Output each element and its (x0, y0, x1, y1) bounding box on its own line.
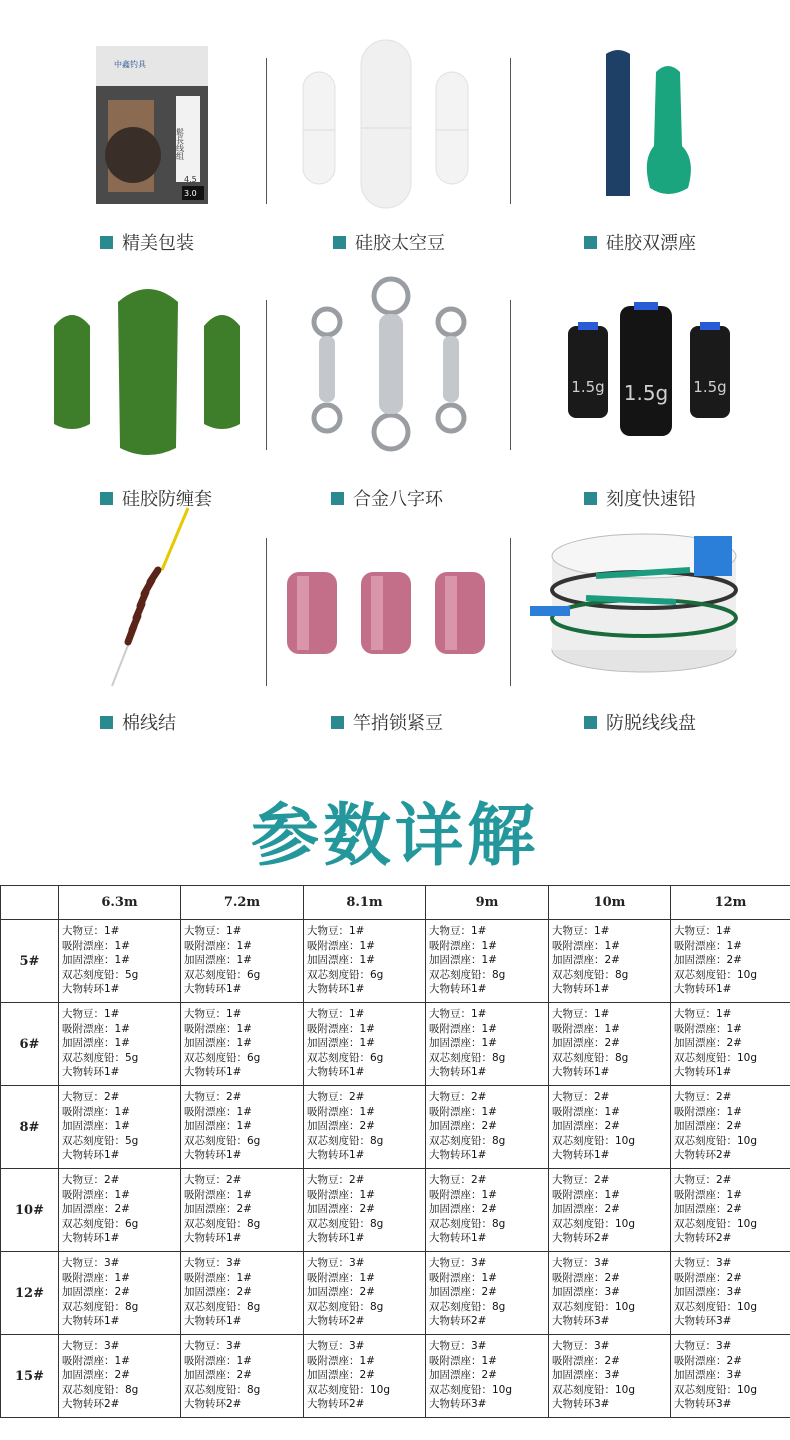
spec-line: 大物豆：1# (429, 1008, 487, 1020)
spec-line: 大物豆：2# (307, 1174, 365, 1186)
table-row (1, 1335, 790, 1418)
spec-line: 加固漂座：1# (429, 1037, 497, 1049)
spec-line: 加固漂座：1# (307, 954, 375, 966)
spec-line: 双芯刻度铅：8g (429, 1051, 506, 1064)
table-cell (304, 1335, 426, 1418)
spec-line: 大物转环1# (184, 1232, 242, 1244)
spec-line: 大物豆：3# (429, 1340, 487, 1352)
product-card-package (0, 10, 263, 254)
spec-line: 双芯刻度铅：8g (307, 1300, 384, 1313)
column-header: 8.1m (304, 886, 426, 920)
product-caption (584, 230, 696, 254)
spec-line: 双芯刻度铅：8g (552, 1051, 629, 1064)
spec-line: 吸附漂座：1# (307, 1354, 375, 1367)
table-row (1, 1086, 790, 1169)
spec-line: 大物转环1# (307, 1149, 365, 1161)
spec-line: 双芯刻度铅：6g (307, 968, 384, 981)
table-cell (671, 1169, 790, 1252)
package-spec-b: 3.0 (184, 189, 197, 198)
spec-line: 加固漂座：2# (307, 1369, 375, 1381)
spec-line: 吸附漂座：1# (674, 939, 742, 952)
spec-line: 加固漂座：3# (674, 1369, 742, 1381)
spec-line: 大物豆：3# (307, 1257, 365, 1269)
column-header: 6.3m (59, 886, 181, 920)
lead-weight-icon (526, 266, 789, 466)
table-cell (181, 920, 304, 1003)
table-cell (671, 1003, 790, 1086)
spec-line: 吸附漂座：1# (307, 1188, 375, 1201)
spec-line: 加固漂座：1# (429, 954, 497, 966)
table-cell (59, 1252, 181, 1335)
spec-line: 吸附漂座：1# (184, 1271, 252, 1284)
column-header: 7.2m (181, 886, 304, 920)
lock-bead-icon (263, 500, 526, 700)
spec-line: 大物豆：2# (429, 1091, 487, 1103)
parameter-table (0, 885, 790, 1418)
spec-line: 大物转环1# (674, 1066, 732, 1078)
spec-line: 双芯刻度铅：10g (674, 1383, 758, 1396)
spec-line: 大物豆：1# (184, 1008, 242, 1020)
spec-line: 加固漂座：3# (674, 1286, 742, 1298)
row-header: 15# (1, 1335, 59, 1418)
spec-line: 加固漂座：2# (674, 954, 742, 966)
product-name: 硅胶太空豆 (355, 233, 445, 254)
table-cell (671, 1086, 790, 1169)
spec-line: 大物豆：3# (307, 1340, 365, 1352)
spec-line: 加固漂座：2# (429, 1369, 497, 1381)
spec-line: 大物豆：2# (429, 1174, 487, 1186)
spec-line: 吸附漂座：1# (184, 1105, 252, 1118)
spec-line: 大物豆：3# (552, 1340, 610, 1352)
column-header: 10m (549, 886, 671, 920)
spec-line: 双芯刻度铅：5g (62, 1134, 139, 1147)
spec-line: 吸附漂座：1# (552, 1188, 620, 1201)
table-cell (426, 1003, 549, 1086)
table-cell (549, 1086, 671, 1169)
table-row (1, 1003, 790, 1086)
spec-line: 吸附漂座：1# (62, 1105, 130, 1118)
spec-line: 吸附漂座：1# (307, 939, 375, 952)
spec-line: 双芯刻度铅：5g (62, 968, 139, 981)
spec-line: 双芯刻度铅：8g (184, 1383, 261, 1396)
spec-line: 加固漂座：2# (429, 1286, 497, 1298)
spec-line: 大物转环1# (674, 983, 732, 995)
product-caption (333, 230, 445, 254)
spec-line: 加固漂座：2# (62, 1286, 130, 1298)
corner-cell (1, 886, 59, 920)
spec-line: 大物豆：1# (674, 925, 732, 937)
table-cell (304, 1003, 426, 1086)
bullet-square-icon (100, 236, 113, 249)
spec-line: 加固漂座：2# (552, 1120, 620, 1132)
table-cell (426, 1086, 549, 1169)
product-name: 硅胶防缠套 (122, 489, 212, 510)
table-cell (304, 1086, 426, 1169)
spec-line: 双芯刻度铅：8g (307, 1217, 384, 1230)
spec-line: 吸附漂座：1# (429, 1105, 497, 1118)
table-cell (59, 1169, 181, 1252)
spec-line: 吸附漂座：2# (552, 1271, 620, 1284)
spec-line: 大物转环1# (307, 1066, 365, 1078)
table-cell (549, 1252, 671, 1335)
spec-line: 加固漂座：2# (307, 1120, 375, 1132)
spec-line: 双芯刻度铅：8g (62, 1300, 139, 1313)
table-cell (549, 1335, 671, 1418)
spec-line: 加固漂座：2# (429, 1203, 497, 1215)
product-caption (100, 710, 176, 734)
product-caption (100, 230, 194, 254)
spec-line: 大物豆：1# (307, 1008, 365, 1020)
spec-line: 吸附漂座：1# (429, 1022, 497, 1035)
spec-line: 大物转环1# (552, 983, 610, 995)
spec-line: 大物转环1# (184, 983, 242, 995)
table-cell (671, 920, 790, 1003)
divider (510, 300, 511, 450)
spec-line: 大物转环2# (184, 1398, 242, 1410)
spec-line: 大物豆：2# (552, 1174, 610, 1186)
row-header: 5# (1, 920, 59, 1003)
spec-line: 大物豆：3# (184, 1257, 242, 1269)
product-name: 防脱线线盘 (606, 713, 696, 734)
spec-line: 吸附漂座：1# (429, 1354, 497, 1367)
row-header: 8# (1, 1086, 59, 1169)
spec-line: 大物转环1# (62, 1315, 120, 1327)
table-cell (59, 1086, 181, 1169)
spec-line: 大物转环1# (184, 1315, 242, 1327)
spec-line: 大物转环3# (552, 1315, 610, 1327)
spec-line: 双芯刻度铅：8g (552, 968, 629, 981)
product-card-space-bean (263, 10, 526, 254)
spec-line: 加固漂座：1# (184, 1120, 252, 1132)
table-cell (181, 1252, 304, 1335)
divider (266, 58, 267, 204)
spec-line: 吸附漂座：2# (674, 1271, 742, 1284)
swivel-icon (263, 266, 526, 466)
spec-line: 大物转环1# (429, 1149, 487, 1161)
spec-line: 大物转环1# (429, 1232, 487, 1244)
section-title: 参数详解 (250, 797, 539, 876)
spec-line: 吸附漂座：1# (674, 1188, 742, 1201)
spec-line: 大物转环2# (62, 1398, 120, 1410)
spec-line: 大物豆：1# (674, 1008, 732, 1020)
weight-label: 1.5g (571, 378, 605, 396)
divider (510, 58, 511, 204)
spec-line: 大物转环2# (674, 1149, 732, 1161)
spec-line: 双芯刻度铅：10g (674, 1217, 758, 1230)
product-card-swivel (263, 266, 526, 510)
spec-line: 加固漂座：2# (184, 1286, 252, 1298)
product-card-lock-bead (263, 500, 526, 740)
table-cell (181, 1335, 304, 1418)
spec-line: 大物豆：3# (674, 1257, 732, 1269)
spec-line: 双芯刻度铅：8g (184, 1217, 261, 1230)
spec-line: 加固漂座：2# (429, 1120, 497, 1132)
spec-line: 双芯刻度铅：10g (674, 1051, 758, 1064)
spec-line: 加固漂座：3# (552, 1286, 620, 1298)
spec-line: 双芯刻度铅：8g (62, 1383, 139, 1396)
spec-line: 大物转环2# (307, 1398, 365, 1410)
spec-line: 加固漂座：1# (184, 1037, 252, 1049)
product-caption (331, 710, 443, 734)
table-cell (59, 1003, 181, 1086)
table-cell (181, 1086, 304, 1169)
column-header: 9m (426, 886, 549, 920)
spec-line: 大物豆：1# (184, 925, 242, 937)
spec-line: 大物豆：3# (429, 1257, 487, 1269)
spec-line: 大物豆：3# (62, 1257, 120, 1269)
table-row (1, 1252, 790, 1335)
table-cell (304, 1252, 426, 1335)
spec-line: 大物豆：1# (552, 925, 610, 937)
table-row (1, 920, 790, 1003)
line-spool-icon (526, 500, 789, 700)
spec-line: 大物转环2# (674, 1232, 732, 1244)
spec-line: 双芯刻度铅：10g (552, 1383, 636, 1396)
spec-line: 大物豆：2# (307, 1091, 365, 1103)
table-cell (59, 920, 181, 1003)
spec-line: 吸附漂座：1# (674, 1105, 742, 1118)
spec-line: 大物豆：2# (674, 1174, 732, 1186)
spec-line: 双芯刻度铅：8g (429, 1217, 506, 1230)
spec-line: 双芯刻度铅：10g (674, 1134, 758, 1147)
spec-line: 双芯刻度铅：8g (429, 1134, 506, 1147)
table-cell (181, 1169, 304, 1252)
spec-line: 吸附漂座：2# (552, 1354, 620, 1367)
spec-line: 大物转环1# (552, 1149, 610, 1161)
spec-line: 大物豆：1# (552, 1008, 610, 1020)
bullet-square-icon (584, 716, 597, 729)
divider (266, 538, 267, 686)
spec-line: 吸附漂座：1# (184, 1188, 252, 1201)
product-name: 合金八字环 (353, 489, 443, 510)
spec-line: 双芯刻度铅：6g (184, 968, 261, 981)
table-cell (671, 1335, 790, 1418)
spec-line: 大物转环1# (62, 1149, 120, 1161)
spec-line: 吸附漂座：1# (307, 1022, 375, 1035)
spec-line: 大物转环1# (184, 1149, 242, 1161)
spec-line: 双芯刻度铅：10g (674, 968, 758, 981)
spec-line: 大物转环2# (307, 1315, 365, 1327)
cotton-knot-icon (0, 500, 263, 700)
spec-line: 加固漂座：1# (62, 1037, 130, 1049)
spec-line: 加固漂座：2# (184, 1369, 252, 1381)
row-header: 6# (1, 1003, 59, 1086)
spec-line: 双芯刻度铅：10g (429, 1383, 513, 1396)
spec-line: 加固漂座：1# (307, 1037, 375, 1049)
product-name: 硅胶双漂座 (606, 233, 696, 254)
spec-line: 大物转环3# (552, 1398, 610, 1410)
table-header-row (1, 886, 790, 920)
spec-line: 吸附漂座：1# (307, 1271, 375, 1284)
spec-line: 双芯刻度铅：10g (674, 1300, 758, 1313)
table-cell (426, 920, 549, 1003)
spec-line: 加固漂座：2# (552, 1203, 620, 1215)
spec-line: 大物豆：1# (429, 925, 487, 937)
anti-tangle-sleeve-icon (0, 266, 263, 466)
spec-line: 加固漂座：2# (307, 1286, 375, 1298)
table-cell (304, 920, 426, 1003)
spec-line: 双芯刻度铅：5g (62, 1051, 139, 1064)
spec-line: 大物豆：2# (62, 1174, 120, 1186)
spec-line: 大物转环1# (62, 1066, 120, 1078)
product-name: 精美包装 (122, 233, 194, 254)
spec-line: 加固漂座：1# (184, 954, 252, 966)
spec-line: 大物转环1# (62, 1232, 120, 1244)
spec-line: 吸附漂座：1# (184, 939, 252, 952)
spec-line: 双芯刻度铅：8g (429, 968, 506, 981)
spec-line: 大物豆：1# (307, 925, 365, 937)
spec-line: 双芯刻度铅：6g (184, 1051, 261, 1064)
spec-line: 吸附漂座：1# (62, 1354, 130, 1367)
spec-line: 加固漂座：3# (552, 1369, 620, 1381)
bullet-square-icon (331, 716, 344, 729)
spec-line: 吸附漂座：1# (674, 1022, 742, 1035)
table-cell (304, 1169, 426, 1252)
spec-line: 加固漂座：2# (674, 1120, 742, 1132)
spec-line: 大物豆：1# (62, 925, 120, 937)
product-card-anti-tangle (0, 266, 263, 510)
table-cell (426, 1169, 549, 1252)
spec-line: 大物转环1# (429, 983, 487, 995)
spec-line: 双芯刻度铅：8g (307, 1134, 384, 1147)
package-icon (0, 10, 263, 210)
weight-label: 1.5g (693, 378, 727, 396)
divider (266, 300, 267, 450)
package-spec-a: 4.5 (184, 175, 197, 184)
spec-line: 吸附漂座：1# (62, 1188, 130, 1201)
spec-line: 双芯刻度铅：10g (552, 1217, 636, 1230)
spec-line: 大物转环3# (429, 1398, 487, 1410)
spec-line: 大物转环3# (674, 1315, 732, 1327)
spec-line: 大物转环2# (552, 1232, 610, 1244)
spec-line: 吸附漂座：1# (552, 1022, 620, 1035)
spec-line: 大物转环1# (62, 983, 120, 995)
weight-label: 1.5g (623, 381, 669, 405)
spec-line: 大物豆：3# (552, 1257, 610, 1269)
spec-line: 大物豆：2# (674, 1091, 732, 1103)
table-cell (549, 1003, 671, 1086)
bullet-square-icon (100, 716, 113, 729)
spec-line: 双芯刻度铅：10g (552, 1300, 636, 1313)
spec-line: 大物豆：2# (62, 1091, 120, 1103)
table-cell (181, 1003, 304, 1086)
spec-line: 大物转环1# (429, 1066, 487, 1078)
spec-line: 双芯刻度铅：8g (429, 1300, 506, 1313)
spec-line: 加固漂座：1# (62, 954, 130, 966)
product-card-cotton-knot (0, 500, 263, 740)
spec-line: 双芯刻度铅：6g (184, 1134, 261, 1147)
spec-line: 吸附漂座：1# (62, 939, 130, 952)
space-bean-icon (263, 10, 526, 210)
spec-line: 大物豆：3# (674, 1340, 732, 1352)
table-body (1, 920, 790, 1418)
spec-line: 吸附漂座：1# (184, 1354, 252, 1367)
spec-line: 大物转环2# (429, 1315, 487, 1327)
spec-line: 大物转环1# (552, 1066, 610, 1078)
row-header: 10# (1, 1169, 59, 1252)
spec-line: 大物豆：2# (184, 1174, 242, 1186)
spec-line: 吸附漂座：1# (552, 1105, 620, 1118)
bullet-square-icon (333, 236, 346, 249)
spec-line: 大物豆：3# (62, 1340, 120, 1352)
spec-line: 吸附漂座：1# (62, 1271, 130, 1284)
spec-line: 双芯刻度铅：6g (307, 1051, 384, 1064)
spec-line: 加固漂座：2# (184, 1203, 252, 1215)
product-name: 棉线结 (122, 713, 176, 734)
spec-line: 加固漂座：2# (552, 954, 620, 966)
spec-line: 大物豆：1# (62, 1008, 120, 1020)
spec-line: 加固漂座：2# (62, 1203, 130, 1215)
spec-line: 吸附漂座：2# (674, 1354, 742, 1367)
spec-line: 吸附漂座：1# (429, 1271, 497, 1284)
product-card-lead-weight (526, 266, 789, 510)
table-cell (426, 1252, 549, 1335)
table-cell (426, 1335, 549, 1418)
spec-line: 双芯刻度铅：10g (307, 1383, 391, 1396)
spec-line: 大物豆：2# (184, 1091, 242, 1103)
divider (510, 538, 511, 686)
spec-line: 吸附漂座：1# (429, 939, 497, 952)
spec-line: 吸附漂座：1# (552, 939, 620, 952)
spec-line: 双芯刻度铅：6g (62, 1217, 139, 1230)
spec-line: 吸附漂座：1# (184, 1022, 252, 1035)
row-header: 12# (1, 1252, 59, 1335)
package-series: 鬆長线组 (175, 128, 185, 160)
spec-line: 加固漂座：2# (307, 1203, 375, 1215)
spec-line: 加固漂座：2# (62, 1369, 130, 1381)
spec-line: 大物豆：2# (552, 1091, 610, 1103)
product-caption (584, 710, 696, 734)
spec-line: 大物转环1# (307, 1232, 365, 1244)
spec-line: 吸附漂座：1# (62, 1022, 130, 1035)
package-brand: 中鑫钓具 (114, 60, 146, 69)
spec-line: 加固漂座：2# (674, 1037, 742, 1049)
spec-line: 加固漂座：2# (674, 1203, 742, 1215)
spec-line: 吸附漂座：1# (307, 1105, 375, 1118)
table-cell (549, 1169, 671, 1252)
table-row (1, 1169, 790, 1252)
table-cell (549, 920, 671, 1003)
product-name: 刻度快速铅 (606, 489, 696, 510)
product-card-float-seat (526, 10, 789, 254)
spec-line: 加固漂座：1# (62, 1120, 130, 1132)
bullet-square-icon (584, 236, 597, 249)
spec-line: 大物转环1# (307, 983, 365, 995)
table-cell (671, 1252, 790, 1335)
spec-line: 吸附漂座：1# (429, 1188, 497, 1201)
table-cell (59, 1335, 181, 1418)
product-card-line-spool (526, 500, 789, 740)
spec-line: 双芯刻度铅：10g (552, 1134, 636, 1147)
column-header: 12m (671, 886, 790, 920)
float-seat-icon (526, 10, 789, 210)
spec-line: 加固漂座：2# (552, 1037, 620, 1049)
spec-line: 大物转环1# (184, 1066, 242, 1078)
spec-line: 大物豆：3# (184, 1340, 242, 1352)
product-name: 竿捎锁紧豆 (353, 713, 443, 734)
spec-line: 双芯刻度铅：8g (184, 1300, 261, 1313)
spec-line: 大物转环3# (674, 1398, 732, 1410)
